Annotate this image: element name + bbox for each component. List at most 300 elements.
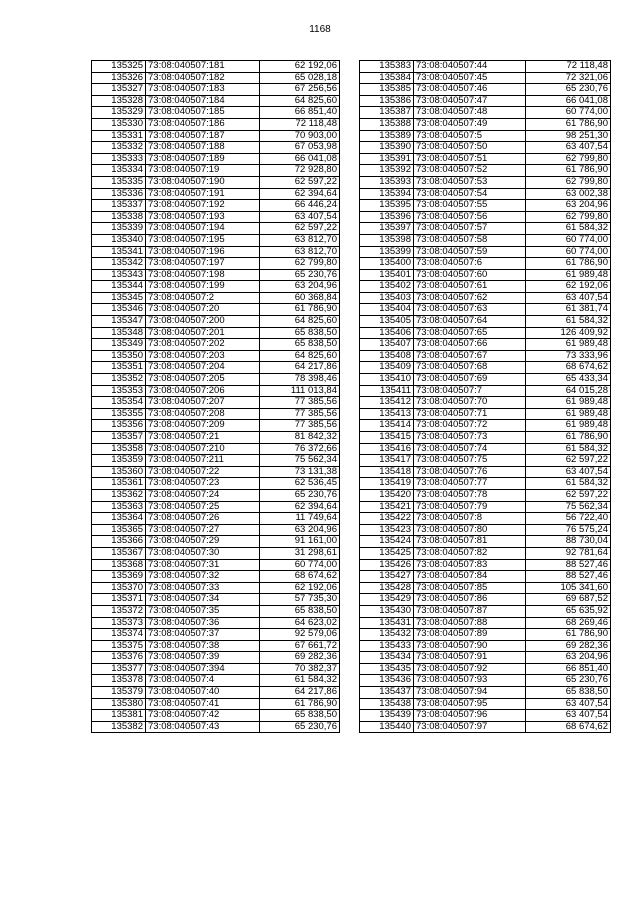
value-cell: 75 562,34 xyxy=(526,501,611,513)
cadastral-number-cell: 73:08:040507:185 xyxy=(146,107,260,119)
cadastral-number-cell: 73:08:040507:52 xyxy=(414,165,526,177)
cadastral-number-cell: 73:08:040507:47 xyxy=(414,95,526,107)
value-cell: 63 407,54 xyxy=(526,292,611,304)
row-number-cell: 135372 xyxy=(92,605,146,617)
row-number-cell: 135339 xyxy=(92,223,146,235)
row-number-cell: 135365 xyxy=(92,524,146,536)
value-cell: 92 579,06 xyxy=(260,629,340,641)
row-number-cell: 135330 xyxy=(92,118,146,130)
cadastral-number-cell: 73:08:040507:85 xyxy=(414,582,526,594)
cadastral-number-cell: 73:08:040507:186 xyxy=(146,118,260,130)
value-cell: 62 192,06 xyxy=(260,61,340,73)
row-number-cell: 135340 xyxy=(92,234,146,246)
cadastral-number-cell: 73:08:040507:209 xyxy=(146,420,260,432)
value-cell: 88 527,46 xyxy=(526,571,611,583)
row-number-cell: 135382 xyxy=(92,721,146,733)
row-number-cell: 135335 xyxy=(92,176,146,188)
table-row xyxy=(92,663,340,675)
row-number-cell: 135357 xyxy=(92,432,146,444)
cadastral-number-cell: 73:08:040507:187 xyxy=(146,130,260,142)
row-number-cell: 135378 xyxy=(92,675,146,687)
table-row xyxy=(92,188,340,200)
value-cell: 61 989,48 xyxy=(526,408,611,420)
row-number-cell: 135367 xyxy=(92,547,146,559)
cadastral-number-cell: 73:08:040507:22 xyxy=(146,466,260,478)
cadastral-number-cell: 73:08:040507:394 xyxy=(146,663,260,675)
cadastral-number-cell: 73:08:040507:89 xyxy=(414,629,526,641)
value-cell: 63 407,54 xyxy=(526,710,611,722)
table-row xyxy=(360,663,611,675)
table-row xyxy=(360,107,611,119)
value-cell: 69 687,52 xyxy=(526,594,611,606)
table-row xyxy=(92,269,340,281)
value-cell: 65 230,76 xyxy=(260,489,340,501)
cadastral-number-cell: 73:08:040507:26 xyxy=(146,513,260,525)
table-row xyxy=(92,385,340,397)
value-cell: 31 298,61 xyxy=(260,547,340,559)
row-number-cell: 135439 xyxy=(360,710,414,722)
cadastral-number-cell: 73:08:040507:56 xyxy=(414,211,526,223)
value-cell: 62 192,06 xyxy=(260,582,340,594)
value-cell: 67 661,72 xyxy=(260,640,340,652)
cadastral-number-cell: 73:08:040507:23 xyxy=(146,478,260,490)
cadastral-number-cell: 73:08:040507:202 xyxy=(146,339,260,351)
table-row xyxy=(92,211,340,223)
value-cell: 61 989,48 xyxy=(526,269,611,281)
row-number-cell: 135418 xyxy=(360,466,414,478)
cadastral-number-cell: 73:08:040507:87 xyxy=(414,605,526,617)
cadastral-number-cell: 73:08:040507:2 xyxy=(146,292,260,304)
table-row xyxy=(92,640,340,652)
value-cell: 72 928,80 xyxy=(260,165,340,177)
value-cell: 69 282,36 xyxy=(260,652,340,664)
table-row xyxy=(360,710,611,722)
table-row xyxy=(360,513,611,525)
table-row xyxy=(92,524,340,536)
cadastral-number-cell: 73:08:040507:79 xyxy=(414,501,526,513)
value-cell: 68 269,46 xyxy=(526,617,611,629)
row-number-cell: 135431 xyxy=(360,617,414,629)
row-number-cell: 135421 xyxy=(360,501,414,513)
table-row xyxy=(360,617,611,629)
cadastral-number-cell: 73:08:040507:6 xyxy=(414,258,526,270)
cadastral-number-cell: 73:08:040507:91 xyxy=(414,652,526,664)
cadastral-number-cell: 73:08:040507:210 xyxy=(146,443,260,455)
row-number-cell: 135397 xyxy=(360,223,414,235)
table-row xyxy=(360,95,611,107)
table-row xyxy=(92,142,340,154)
value-cell: 92 781,64 xyxy=(526,547,611,559)
cadastral-number-cell: 73:08:040507:39 xyxy=(146,652,260,664)
row-number-cell: 135325 xyxy=(92,61,146,73)
value-cell: 61 786,90 xyxy=(526,258,611,270)
value-cell: 64 825,60 xyxy=(260,316,340,328)
table-row xyxy=(360,559,611,571)
table-row xyxy=(360,536,611,548)
row-number-cell: 135362 xyxy=(92,489,146,501)
table-row xyxy=(360,246,611,258)
row-number-cell: 135333 xyxy=(92,153,146,165)
value-cell: 62 799,80 xyxy=(260,258,340,270)
row-number-cell: 135436 xyxy=(360,675,414,687)
table-row xyxy=(360,258,611,270)
value-cell: 66 851,40 xyxy=(260,107,340,119)
value-cell: 65 230,76 xyxy=(260,269,340,281)
cadastral-value-table-right xyxy=(359,60,611,733)
row-number-cell: 135345 xyxy=(92,292,146,304)
table-row xyxy=(92,327,340,339)
value-cell: 81 842,32 xyxy=(260,432,340,444)
cadastral-number-cell: 73:08:040507:188 xyxy=(146,142,260,154)
row-number-cell: 135396 xyxy=(360,211,414,223)
cadastral-number-cell: 73:08:040507:208 xyxy=(146,408,260,420)
table-body-right xyxy=(360,61,611,733)
value-cell: 62 394,64 xyxy=(260,501,340,513)
row-number-cell: 135337 xyxy=(92,200,146,212)
table-row xyxy=(92,489,340,501)
table-row xyxy=(92,721,340,733)
table-row xyxy=(360,142,611,154)
cadastral-number-cell: 73:08:040507:29 xyxy=(146,536,260,548)
value-cell: 63 812,70 xyxy=(260,246,340,258)
row-number-cell: 135342 xyxy=(92,258,146,270)
table-row xyxy=(360,385,611,397)
row-number-cell: 135426 xyxy=(360,559,414,571)
table-row xyxy=(92,350,340,362)
cadastral-number-cell: 73:08:040507:184 xyxy=(146,95,260,107)
cadastral-number-cell: 73:08:040507:206 xyxy=(146,385,260,397)
row-number-cell: 135428 xyxy=(360,582,414,594)
cadastral-number-cell: 73:08:040507:196 xyxy=(146,246,260,258)
cadastral-number-cell: 73:08:040507:76 xyxy=(414,466,526,478)
value-cell: 68 674,62 xyxy=(260,571,340,583)
row-number-cell: 135368 xyxy=(92,559,146,571)
cadastral-value-table-left xyxy=(91,60,340,733)
value-cell: 61 584,32 xyxy=(260,675,340,687)
table-row xyxy=(92,200,340,212)
value-cell: 72 321,06 xyxy=(526,72,611,84)
cadastral-number-cell: 73:08:040507:44 xyxy=(414,61,526,73)
row-number-cell: 135350 xyxy=(92,350,146,362)
row-number-cell: 135435 xyxy=(360,663,414,675)
table-row xyxy=(360,721,611,733)
value-cell: 61 989,48 xyxy=(526,420,611,432)
table-row xyxy=(92,61,340,73)
cadastral-number-cell: 73:08:040507:199 xyxy=(146,281,260,293)
cadastral-number-cell: 73:08:040507:38 xyxy=(146,640,260,652)
table-row xyxy=(92,84,340,96)
table-row xyxy=(92,316,340,328)
value-cell: 63 002,38 xyxy=(526,188,611,200)
row-number-cell: 135369 xyxy=(92,571,146,583)
value-cell: 105 341,60 xyxy=(526,582,611,594)
cadastral-number-cell: 73:08:040507:194 xyxy=(146,223,260,235)
table-row xyxy=(92,72,340,84)
row-number-cell: 135374 xyxy=(92,629,146,641)
value-cell: 72 118,48 xyxy=(260,118,340,130)
value-cell: 77 385,56 xyxy=(260,420,340,432)
cadastral-number-cell: 73:08:040507:5 xyxy=(414,130,526,142)
value-cell: 60 774,00 xyxy=(526,246,611,258)
value-cell: 62 597,22 xyxy=(526,455,611,467)
value-cell: 88 730,04 xyxy=(526,536,611,548)
value-cell: 61 584,32 xyxy=(526,223,611,235)
row-number-cell: 135336 xyxy=(92,188,146,200)
cadastral-number-cell: 73:08:040507:55 xyxy=(414,200,526,212)
row-number-cell: 135432 xyxy=(360,629,414,641)
value-cell: 66 446,24 xyxy=(260,200,340,212)
value-cell: 65 838,50 xyxy=(260,605,340,617)
row-number-cell: 135358 xyxy=(92,443,146,455)
cadastral-number-cell: 73:08:040507:200 xyxy=(146,316,260,328)
cadastral-number-cell: 73:08:040507:204 xyxy=(146,362,260,374)
value-cell: 63 407,54 xyxy=(526,698,611,710)
cadastral-number-cell: 73:08:040507:65 xyxy=(414,327,526,339)
table-row xyxy=(360,200,611,212)
row-number-cell: 135383 xyxy=(360,61,414,73)
table-row xyxy=(92,617,340,629)
table-row xyxy=(92,234,340,246)
row-number-cell: 135371 xyxy=(92,594,146,606)
cadastral-number-cell: 73:08:040507:30 xyxy=(146,547,260,559)
value-cell: 60 774,00 xyxy=(260,559,340,571)
table-row xyxy=(360,455,611,467)
cadastral-number-cell: 73:08:040507:82 xyxy=(414,547,526,559)
table-row xyxy=(360,176,611,188)
cadastral-number-cell: 73:08:040507:4 xyxy=(146,675,260,687)
table-row xyxy=(92,339,340,351)
row-number-cell: 135437 xyxy=(360,687,414,699)
row-number-cell: 135398 xyxy=(360,234,414,246)
row-number-cell: 135366 xyxy=(92,536,146,548)
table-row xyxy=(92,605,340,617)
value-cell: 64 623,02 xyxy=(260,617,340,629)
cadastral-number-cell: 73:08:040507:75 xyxy=(414,455,526,467)
cadastral-number-cell: 73:08:040507:207 xyxy=(146,397,260,409)
value-cell: 61 584,32 xyxy=(526,443,611,455)
table-row xyxy=(92,420,340,432)
value-cell: 77 385,56 xyxy=(260,397,340,409)
row-number-cell: 135346 xyxy=(92,304,146,316)
value-cell: 66 851,40 xyxy=(526,663,611,675)
value-cell: 61 786,90 xyxy=(526,118,611,130)
row-number-cell: 135338 xyxy=(92,211,146,223)
row-number-cell: 135380 xyxy=(92,698,146,710)
cadastral-number-cell: 73:08:040507:97 xyxy=(414,721,526,733)
value-cell: 75 562,34 xyxy=(260,455,340,467)
table-row xyxy=(92,571,340,583)
cadastral-number-cell: 73:08:040507:191 xyxy=(146,188,260,200)
value-cell: 111 013,84 xyxy=(260,385,340,397)
row-number-cell: 135419 xyxy=(360,478,414,490)
table-row xyxy=(92,292,340,304)
row-number-cell: 135407 xyxy=(360,339,414,351)
value-cell: 69 282,36 xyxy=(526,640,611,652)
value-cell: 68 674,62 xyxy=(526,362,611,374)
row-number-cell: 135348 xyxy=(92,327,146,339)
row-number-cell: 135363 xyxy=(92,501,146,513)
cadastral-number-cell: 73:08:040507:189 xyxy=(146,153,260,165)
row-number-cell: 135401 xyxy=(360,269,414,281)
cadastral-number-cell: 73:08:040507:197 xyxy=(146,258,260,270)
cadastral-number-cell: 73:08:040507:24 xyxy=(146,489,260,501)
value-cell: 63 812,70 xyxy=(260,234,340,246)
cadastral-number-cell: 73:08:040507:193 xyxy=(146,211,260,223)
row-number-cell: 135388 xyxy=(360,118,414,130)
row-number-cell: 135343 xyxy=(92,269,146,281)
row-number-cell: 135408 xyxy=(360,350,414,362)
row-number-cell: 135438 xyxy=(360,698,414,710)
value-cell: 65 838,50 xyxy=(260,710,340,722)
table-row xyxy=(360,304,611,316)
row-number-cell: 135430 xyxy=(360,605,414,617)
table-row xyxy=(92,710,340,722)
cadastral-number-cell: 73:08:040507:69 xyxy=(414,374,526,386)
table-row xyxy=(92,153,340,165)
table-row xyxy=(360,211,611,223)
row-number-cell: 135423 xyxy=(360,524,414,536)
value-cell: 65 838,50 xyxy=(260,327,340,339)
value-cell: 63 204,96 xyxy=(260,524,340,536)
value-cell: 63 204,96 xyxy=(260,281,340,293)
value-cell: 65 433,34 xyxy=(526,374,611,386)
value-cell: 62 799,80 xyxy=(526,211,611,223)
cadastral-number-cell: 73:08:040507:201 xyxy=(146,327,260,339)
table-row xyxy=(92,466,340,478)
table-row xyxy=(92,443,340,455)
value-cell: 65 838,50 xyxy=(526,687,611,699)
cadastral-number-cell: 73:08:040507:205 xyxy=(146,374,260,386)
table-row xyxy=(360,316,611,328)
table-row xyxy=(92,304,340,316)
value-cell: 70 382,37 xyxy=(260,663,340,675)
value-cell: 61 786,90 xyxy=(526,165,611,177)
value-cell: 73 333,96 xyxy=(526,350,611,362)
value-cell: 56 722,40 xyxy=(526,513,611,525)
value-cell: 61 584,32 xyxy=(526,478,611,490)
row-number-cell: 135386 xyxy=(360,95,414,107)
cadastral-number-cell: 73:08:040507:95 xyxy=(414,698,526,710)
cadastral-number-cell: 73:08:040507:43 xyxy=(146,721,260,733)
table-row xyxy=(92,130,340,142)
cadastral-number-cell: 73:08:040507:181 xyxy=(146,61,260,73)
row-number-cell: 135399 xyxy=(360,246,414,258)
cadastral-number-cell: 73:08:040507:68 xyxy=(414,362,526,374)
value-cell: 73 131,38 xyxy=(260,466,340,478)
table-row xyxy=(360,501,611,513)
table-row xyxy=(360,547,611,559)
table-row xyxy=(360,489,611,501)
cadastral-number-cell: 73:08:040507:20 xyxy=(146,304,260,316)
value-cell: 65 838,50 xyxy=(260,339,340,351)
value-cell: 65 230,76 xyxy=(526,675,611,687)
cadastral-number-cell: 73:08:040507:70 xyxy=(414,397,526,409)
cadastral-number-cell: 73:08:040507:73 xyxy=(414,432,526,444)
table-row xyxy=(92,176,340,188)
table-row xyxy=(92,478,340,490)
table-row xyxy=(360,432,611,444)
table-row xyxy=(360,188,611,200)
value-cell: 64 217,86 xyxy=(260,687,340,699)
row-number-cell: 135394 xyxy=(360,188,414,200)
row-number-cell: 135389 xyxy=(360,130,414,142)
cadastral-number-cell: 73:08:040507:63 xyxy=(414,304,526,316)
table-row xyxy=(360,362,611,374)
value-cell: 63 204,96 xyxy=(526,652,611,664)
table-row xyxy=(360,478,611,490)
cadastral-number-cell: 73:08:040507:41 xyxy=(146,698,260,710)
row-number-cell: 135359 xyxy=(92,455,146,467)
row-number-cell: 135355 xyxy=(92,408,146,420)
value-cell: 76 372,66 xyxy=(260,443,340,455)
row-number-cell: 135414 xyxy=(360,420,414,432)
row-number-cell: 135400 xyxy=(360,258,414,270)
cadastral-number-cell: 73:08:040507:80 xyxy=(414,524,526,536)
row-number-cell: 135341 xyxy=(92,246,146,258)
row-number-cell: 135334 xyxy=(92,165,146,177)
table-row xyxy=(92,675,340,687)
table-row xyxy=(360,281,611,293)
value-cell: 62 799,80 xyxy=(526,153,611,165)
value-cell: 62 597,22 xyxy=(526,489,611,501)
row-number-cell: 135360 xyxy=(92,466,146,478)
row-number-cell: 135375 xyxy=(92,640,146,652)
cadastral-number-cell: 73:08:040507:67 xyxy=(414,350,526,362)
row-number-cell: 135361 xyxy=(92,478,146,490)
value-cell: 63 204,96 xyxy=(526,200,611,212)
cadastral-number-cell: 73:08:040507:51 xyxy=(414,153,526,165)
row-number-cell: 135433 xyxy=(360,640,414,652)
table-row xyxy=(92,246,340,258)
value-cell: 61 786,90 xyxy=(260,698,340,710)
table-row xyxy=(360,629,611,641)
row-number-cell: 135326 xyxy=(92,72,146,84)
cadastral-number-cell: 73:08:040507:96 xyxy=(414,710,526,722)
table-row xyxy=(92,281,340,293)
table-row xyxy=(360,640,611,652)
value-cell: 66 041,08 xyxy=(526,95,611,107)
value-cell: 65 028,18 xyxy=(260,72,340,84)
table-row xyxy=(360,153,611,165)
table-row xyxy=(360,374,611,386)
cadastral-number-cell: 73:08:040507:31 xyxy=(146,559,260,571)
value-cell: 70 903,00 xyxy=(260,130,340,142)
table-row xyxy=(92,408,340,420)
cadastral-number-cell: 73:08:040507:192 xyxy=(146,200,260,212)
table-row xyxy=(360,420,611,432)
row-number-cell: 135356 xyxy=(92,420,146,432)
table-row xyxy=(92,652,340,664)
value-cell: 77 385,56 xyxy=(260,408,340,420)
table-row xyxy=(92,513,340,525)
table-row xyxy=(360,466,611,478)
value-cell: 57 735,30 xyxy=(260,594,340,606)
value-cell: 60 774,00 xyxy=(526,107,611,119)
row-number-cell: 135391 xyxy=(360,153,414,165)
row-number-cell: 135429 xyxy=(360,594,414,606)
row-number-cell: 135405 xyxy=(360,316,414,328)
value-cell: 62 394,64 xyxy=(260,188,340,200)
row-number-cell: 135373 xyxy=(92,617,146,629)
table-row xyxy=(92,95,340,107)
row-number-cell: 135403 xyxy=(360,292,414,304)
row-number-cell: 135420 xyxy=(360,489,414,501)
row-number-cell: 135364 xyxy=(92,513,146,525)
table-row xyxy=(92,501,340,513)
cadastral-number-cell: 73:08:040507:48 xyxy=(414,107,526,119)
table-row xyxy=(92,362,340,374)
value-cell: 11 749,64 xyxy=(260,513,340,525)
